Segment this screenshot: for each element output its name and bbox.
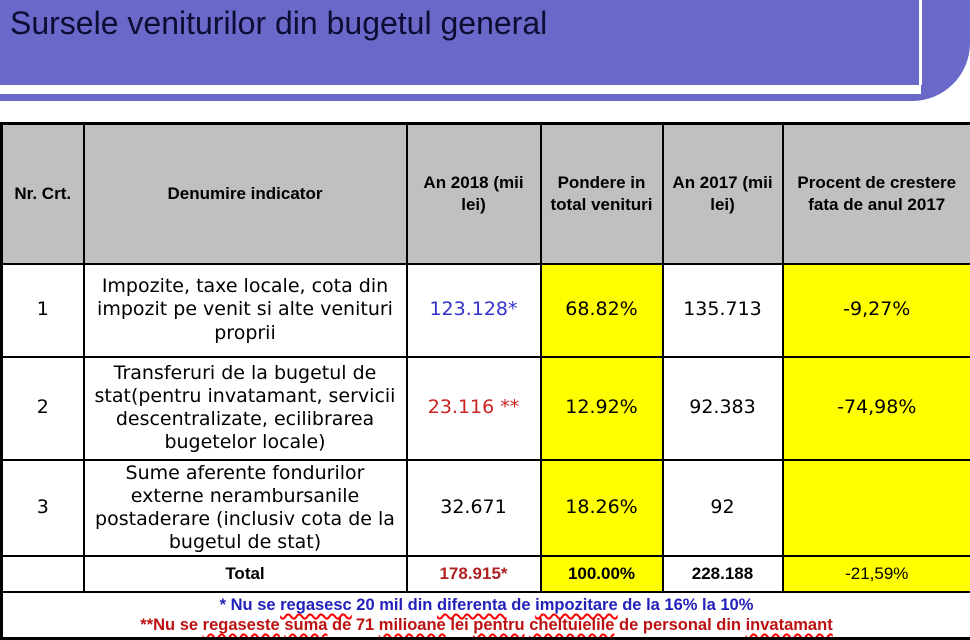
- table-header-row: [2, 124, 970, 264]
- table-cell: -9,27%: [783, 264, 970, 357]
- table-cell: Total: [84, 556, 407, 592]
- page-title: Sursele veniturilor din bugetul general: [10, 5, 910, 42]
- footnote-text: de: [507, 596, 535, 614]
- table-cell: 23.116 **: [407, 357, 541, 460]
- table-cell: -21,59%: [783, 556, 970, 592]
- table-cell: 135.713: [663, 264, 783, 357]
- table-cell: [783, 460, 970, 557]
- table-row: [2, 264, 970, 357]
- column-header: An 2017 (mii lei): [663, 124, 783, 264]
- footnote-word-misspelled: impozitare: [535, 596, 618, 614]
- footnote-text: de la 16% la 10%: [618, 596, 754, 614]
- table-cell: 3: [2, 460, 84, 557]
- table-cell: 92: [663, 460, 783, 557]
- table-cell: 123.128*: [407, 264, 541, 357]
- table-cell: 12.92%: [541, 357, 663, 460]
- footnote-word-misspelled: pentru: [473, 616, 524, 634]
- footnote-text: 20 mil din: [352, 596, 437, 614]
- table-cell: 18.26%: [541, 460, 663, 557]
- footnote-word-misspelled: regaseste: [203, 616, 280, 634]
- footnote-text: lei: [446, 616, 474, 634]
- table-cell: [2, 556, 84, 592]
- footnote-word-misspelled: invatamant: [746, 616, 833, 634]
- table-row: [2, 460, 970, 557]
- footnote-word-misspelled: diferenta: [437, 596, 507, 614]
- footnote-line: [7, 595, 966, 615]
- table-cell: 32.671: [407, 460, 541, 557]
- table-cell: Transferuri de la bugetul de stat(pentru invatamant, servicii descentralizate, ecilibrarea bugetelor locale): [84, 357, 407, 460]
- table-cell: Impozite, taxe locale, cota din impozit pe venit si alte venituri proprii: [84, 264, 407, 357]
- table-cell: Sume aferente fondurilor externe nerambursanile postaderare (inclusiv cota de la bugetul de stat): [84, 460, 407, 557]
- table-cell: 178.915*: [407, 556, 541, 592]
- footnote-line: [7, 615, 966, 635]
- table-cell: 100.00%: [541, 556, 663, 592]
- footnote-row: [2, 592, 970, 639]
- footnote-word-misspelled: suma: [284, 616, 327, 634]
- column-header: Denumire indicator: [84, 124, 407, 264]
- table-cell: 228.188: [663, 556, 783, 592]
- total-row: [2, 556, 970, 592]
- footnote-word-misspelled: cheltuielile: [529, 616, 614, 634]
- table-cell: -74,98%: [783, 357, 970, 460]
- budget-table: [0, 122, 970, 640]
- column-header: Pondere in total venituri: [541, 124, 663, 264]
- footnote-text: de 71: [327, 616, 378, 634]
- footnote-cell: [2, 592, 970, 639]
- table-row: [2, 357, 970, 460]
- footnote-text: de personal din: [614, 616, 745, 634]
- footnote-word-misspelled: milioane: [379, 616, 446, 634]
- footnote-text: **Nu se: [140, 616, 202, 634]
- table-cell: 2: [2, 357, 84, 460]
- footnote-word-misspelled: regasesc: [280, 596, 352, 614]
- table-body: [2, 264, 970, 593]
- table-cell: 92.383: [663, 357, 783, 460]
- column-header: An 2018 (mii lei): [407, 124, 541, 264]
- table-cell: 1: [2, 264, 84, 357]
- banner-underline: [0, 85, 921, 94]
- table-cell: 68.82%: [541, 264, 663, 357]
- banner-corner-divider: [919, 0, 922, 85]
- footnote-text: * Nu se: [220, 596, 281, 614]
- column-header: Procent de crestere fata de anul 2017: [783, 124, 970, 264]
- column-header: Nr. Crt.: [2, 124, 84, 264]
